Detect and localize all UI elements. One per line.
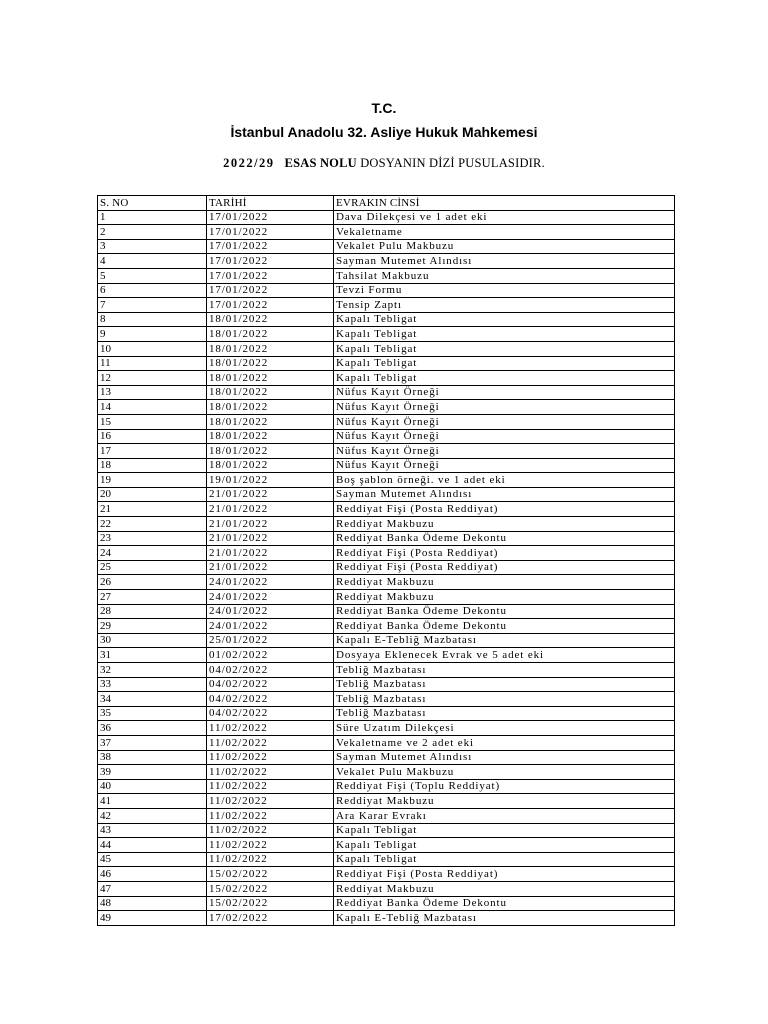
row-document-type: Kapalı E-Tebliğ Mazbatası (334, 911, 675, 926)
table-row (98, 312, 675, 327)
row-date: 21/01/2022 (207, 560, 334, 575)
row-document-type: Kapalı Tebligat (334, 838, 675, 853)
row-date: 17/01/2022 (207, 268, 334, 283)
row-date: 15/02/2022 (207, 881, 334, 896)
table-header-row (98, 196, 675, 211)
row-number: 23 (98, 531, 207, 546)
table-row (98, 794, 675, 809)
row-number: 5 (98, 268, 207, 283)
row-date: 04/02/2022 (207, 692, 334, 707)
table-row (98, 487, 675, 502)
court-name: İstanbul Anadolu 32. Asliye Hukuk Mahkemesi (230, 124, 538, 140)
row-number: 44 (98, 838, 207, 853)
row-number: 19 (98, 473, 207, 488)
table-row (98, 268, 675, 283)
row-number: 20 (98, 487, 207, 502)
table-row (98, 633, 675, 648)
row-number: 46 (98, 867, 207, 882)
row-document-type: Kapalı Tebligat (334, 341, 675, 356)
row-number: 4 (98, 254, 207, 269)
row-number: 45 (98, 852, 207, 867)
column-header-sno: S. NO (98, 196, 207, 211)
row-number: 30 (98, 633, 207, 648)
row-date: 11/02/2022 (207, 779, 334, 794)
row-number: 14 (98, 400, 207, 415)
row-document-type: Reddiyat Fişi (Posta Reddiyat) (334, 560, 675, 575)
row-document-type: Reddiyat Makbuzu (334, 794, 675, 809)
row-document-type: Kapalı Tebligat (334, 852, 675, 867)
table-row (98, 356, 675, 371)
table-row (98, 867, 675, 882)
document-title (0, 156, 768, 171)
table-row (98, 239, 675, 254)
row-date: 25/01/2022 (207, 633, 334, 648)
row-number: 32 (98, 663, 207, 678)
row-date: 18/01/2022 (207, 444, 334, 459)
table-row (98, 371, 675, 386)
header-tc: T.C. (371, 100, 397, 116)
row-date: 18/01/2022 (207, 371, 334, 386)
row-date: 11/02/2022 (207, 794, 334, 809)
table-row (98, 400, 675, 415)
table-row (98, 838, 675, 853)
table-row (98, 575, 675, 590)
row-document-type: Vekaletname (334, 225, 675, 240)
row-document-type: Ara Karar Evrakı (334, 808, 675, 823)
row-number: 24 (98, 546, 207, 561)
row-document-type: Nüfus Kayıt Örneği (334, 400, 675, 415)
row-number: 22 (98, 517, 207, 532)
table-row (98, 283, 675, 298)
row-number: 39 (98, 765, 207, 780)
table-row (98, 823, 675, 838)
table-row (98, 881, 675, 896)
title-rest: DOSYANIN DİZİ PUSULASIDIR. (360, 156, 545, 170)
row-number: 13 (98, 385, 207, 400)
row-document-type: Nüfus Kayıt Örneği (334, 385, 675, 400)
row-number: 7 (98, 298, 207, 313)
row-document-type: Vekalet Pulu Makbuzu (334, 239, 675, 254)
row-date: 17/01/2022 (207, 298, 334, 313)
row-number: 8 (98, 312, 207, 327)
row-date: 19/01/2022 (207, 473, 334, 488)
row-document-type: Tahsilat Makbuzu (334, 268, 675, 283)
row-document-type: Nüfus Kayıt Örneği (334, 444, 675, 459)
table-row (98, 735, 675, 750)
row-date: 04/02/2022 (207, 663, 334, 678)
table-row (98, 225, 675, 240)
row-number: 10 (98, 341, 207, 356)
row-date: 04/02/2022 (207, 677, 334, 692)
row-document-type: Nüfus Kayıt Örneği (334, 414, 675, 429)
row-date: 21/01/2022 (207, 517, 334, 532)
row-document-type: Reddiyat Banka Ödeme Dekontu (334, 619, 675, 634)
row-number: 36 (98, 721, 207, 736)
row-date: 17/01/2022 (207, 225, 334, 240)
row-document-type: Reddiyat Fişi (Posta Reddiyat) (334, 546, 675, 561)
table-row (98, 210, 675, 225)
row-document-type: Nüfus Kayıt Örneği (334, 429, 675, 444)
row-date: 24/01/2022 (207, 575, 334, 590)
row-date: 15/02/2022 (207, 867, 334, 882)
table-row (98, 254, 675, 269)
table-row (98, 429, 675, 444)
table-row (98, 473, 675, 488)
esas-nolu-label: ESAS NOLU (284, 156, 357, 170)
table-row (98, 896, 675, 911)
row-date: 18/01/2022 (207, 356, 334, 371)
row-number: 6 (98, 283, 207, 298)
row-document-type: Sayman Mutemet Alındısı (334, 487, 675, 502)
row-date: 18/01/2022 (207, 312, 334, 327)
row-number: 34 (98, 692, 207, 707)
row-document-type: Tensip Zaptı (334, 298, 675, 313)
document-index-table (97, 195, 675, 926)
row-date: 17/01/2022 (207, 283, 334, 298)
row-document-type: Süre Uzatım Dilekçesi (334, 721, 675, 736)
row-date: 18/01/2022 (207, 385, 334, 400)
row-date: 18/01/2022 (207, 341, 334, 356)
row-date: 17/01/2022 (207, 239, 334, 254)
table-row (98, 852, 675, 867)
row-document-type: Tevzi Formu (334, 283, 675, 298)
row-date: 24/01/2022 (207, 590, 334, 605)
row-number: 49 (98, 911, 207, 926)
row-number: 12 (98, 371, 207, 386)
column-header-document-type: EVRAKIN CİNSİ (334, 196, 675, 211)
table-row (98, 414, 675, 429)
row-number: 16 (98, 429, 207, 444)
row-document-type: Kapalı Tebligat (334, 371, 675, 386)
row-number: 35 (98, 706, 207, 721)
row-document-type: Kapalı Tebligat (334, 312, 675, 327)
row-date: 21/01/2022 (207, 487, 334, 502)
row-date: 15/02/2022 (207, 896, 334, 911)
row-document-type: Reddiyat Fişi (Toplu Reddiyat) (334, 779, 675, 794)
row-document-type: Dava Dilekçesi ve 1 adet eki (334, 210, 675, 225)
row-number: 28 (98, 604, 207, 619)
table-row (98, 619, 675, 634)
table-row (98, 779, 675, 794)
table-row (98, 604, 675, 619)
row-document-type: Reddiyat Makbuzu (334, 881, 675, 896)
row-date: 11/02/2022 (207, 735, 334, 750)
row-number: 25 (98, 560, 207, 575)
row-number: 26 (98, 575, 207, 590)
row-number: 42 (98, 808, 207, 823)
row-number: 38 (98, 750, 207, 765)
row-document-type: Vekalet Pulu Makbuzu (334, 765, 675, 780)
row-date: 21/01/2022 (207, 502, 334, 517)
table-row (98, 531, 675, 546)
row-date: 17/01/2022 (207, 254, 334, 269)
table-row (98, 750, 675, 765)
row-date: 18/01/2022 (207, 400, 334, 415)
row-number: 43 (98, 823, 207, 838)
row-date: 11/02/2022 (207, 721, 334, 736)
row-document-type: Sayman Mutemet Alındısı (334, 254, 675, 269)
row-document-type: Dosyaya Eklenecek Evrak ve 5 adet eki (334, 648, 675, 663)
row-document-type: Reddiyat Banka Ödeme Dekontu (334, 604, 675, 619)
table-row (98, 341, 675, 356)
row-document-type: Reddiyat Banka Ödeme Dekontu (334, 896, 675, 911)
row-date: 11/02/2022 (207, 765, 334, 780)
table-row (98, 765, 675, 780)
table-row (98, 444, 675, 459)
row-date: 11/02/2022 (207, 808, 334, 823)
row-number: 37 (98, 735, 207, 750)
row-document-type: Reddiyat Fişi (Posta Reddiyat) (334, 502, 675, 517)
table-row (98, 911, 675, 926)
table-row (98, 590, 675, 605)
table-row (98, 458, 675, 473)
row-document-type: Tebliğ Mazbatası (334, 663, 675, 678)
row-date: 17/02/2022 (207, 911, 334, 926)
case-number: 2022/29 (223, 156, 275, 170)
row-document-type: Vekaletname ve 2 adet eki (334, 735, 675, 750)
row-number: 17 (98, 444, 207, 459)
row-number: 3 (98, 239, 207, 254)
row-date: 11/02/2022 (207, 852, 334, 867)
table-row (98, 517, 675, 532)
row-date: 18/01/2022 (207, 458, 334, 473)
row-document-type: Sayman Mutemet Alındısı (334, 750, 675, 765)
row-date: 18/01/2022 (207, 429, 334, 444)
row-number: 2 (98, 225, 207, 240)
row-date: 17/01/2022 (207, 210, 334, 225)
row-document-type: Kapalı Tebligat (334, 823, 675, 838)
table-row (98, 808, 675, 823)
table-row (98, 327, 675, 342)
row-number: 9 (98, 327, 207, 342)
row-document-type: Kapalı E-Tebliğ Mazbatası (334, 633, 675, 648)
row-number: 15 (98, 414, 207, 429)
row-date: 24/01/2022 (207, 604, 334, 619)
row-date: 18/01/2022 (207, 327, 334, 342)
row-document-type: Kapalı Tebligat (334, 327, 675, 342)
row-date: 11/02/2022 (207, 823, 334, 838)
row-number: 41 (98, 794, 207, 809)
row-number: 29 (98, 619, 207, 634)
row-date: 11/02/2022 (207, 838, 334, 853)
row-date: 21/01/2022 (207, 531, 334, 546)
row-document-type: Reddiyat Makbuzu (334, 575, 675, 590)
table-row (98, 663, 675, 678)
row-number: 18 (98, 458, 207, 473)
table-row (98, 692, 675, 707)
table-row (98, 648, 675, 663)
row-document-type: Boş şablon örneği. ve 1 adet eki (334, 473, 675, 488)
table-row (98, 721, 675, 736)
row-document-type: Reddiyat Fişi (Posta Reddiyat) (334, 867, 675, 882)
row-document-type: Kapalı Tebligat (334, 356, 675, 371)
row-document-type: Tebliğ Mazbatası (334, 706, 675, 721)
row-date: 04/02/2022 (207, 706, 334, 721)
row-number: 1 (98, 210, 207, 225)
row-number: 47 (98, 881, 207, 896)
column-header-date: TARİHİ (207, 196, 334, 211)
row-date: 18/01/2022 (207, 414, 334, 429)
row-document-type: Tebliğ Mazbatası (334, 692, 675, 707)
row-number: 31 (98, 648, 207, 663)
row-date: 21/01/2022 (207, 546, 334, 561)
row-document-type: Tebliğ Mazbatası (334, 677, 675, 692)
table-row (98, 385, 675, 400)
row-number: 48 (98, 896, 207, 911)
row-document-type: Nüfus Kayıt Örneği (334, 458, 675, 473)
table-row (98, 546, 675, 561)
row-number: 21 (98, 502, 207, 517)
row-number: 33 (98, 677, 207, 692)
table-row (98, 298, 675, 313)
row-date: 01/02/2022 (207, 648, 334, 663)
row-number: 40 (98, 779, 207, 794)
table-row (98, 560, 675, 575)
row-date: 11/02/2022 (207, 750, 334, 765)
table-row (98, 502, 675, 517)
table-row (98, 677, 675, 692)
row-date: 24/01/2022 (207, 619, 334, 634)
row-document-type: Reddiyat Banka Ödeme Dekontu (334, 531, 675, 546)
row-document-type: Reddiyat Makbuzu (334, 590, 675, 605)
row-number: 11 (98, 356, 207, 371)
row-number: 27 (98, 590, 207, 605)
row-document-type: Reddiyat Makbuzu (334, 517, 675, 532)
table-row (98, 706, 675, 721)
